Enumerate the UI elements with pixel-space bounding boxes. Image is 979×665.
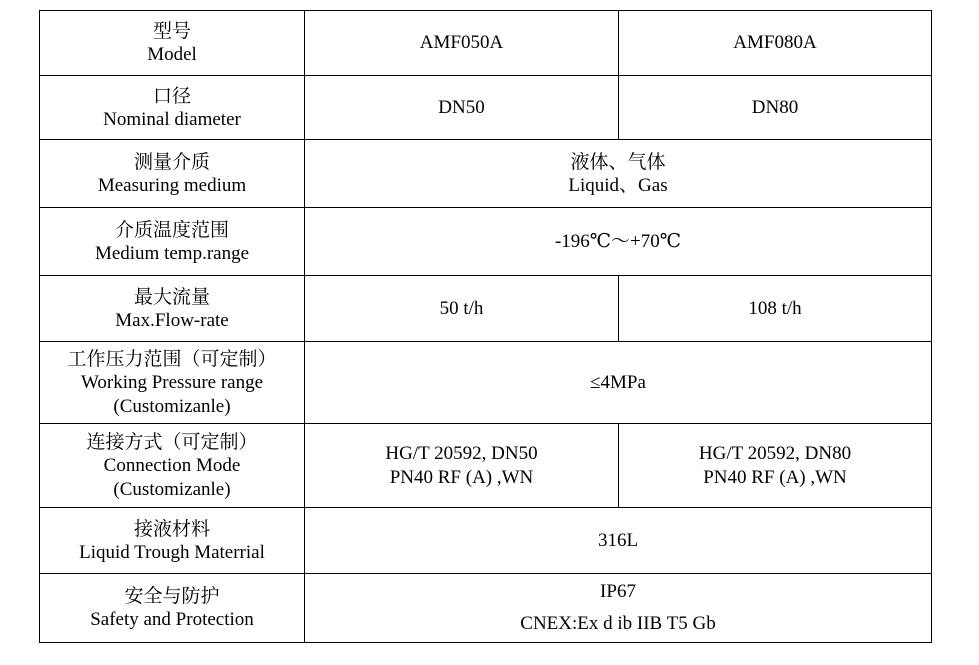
label-zh: 口径 bbox=[152, 84, 191, 107]
line-gap bbox=[309, 604, 927, 612]
label-en-note: (Customizanle) bbox=[113, 395, 231, 417]
label-zh: 最大流量 bbox=[133, 285, 210, 308]
row-max-flow-rate bbox=[40, 276, 932, 342]
label-zh: 安全与防护 bbox=[124, 585, 220, 607]
label-cell bbox=[40, 508, 305, 574]
label-en: Nominal diameter bbox=[103, 108, 241, 130]
label-cell bbox=[40, 574, 305, 643]
value-line-1: HG/T 20592, DN50 bbox=[385, 442, 538, 464]
row-liquid-trough-material bbox=[40, 508, 932, 574]
label-zh: 连接方式（可定制） bbox=[86, 430, 258, 453]
label-en: Connection Mode bbox=[103, 454, 241, 476]
label-en: Model bbox=[147, 44, 197, 65]
value-line-2: PN40 RF (A) ,WN bbox=[703, 466, 847, 488]
value-line-1: HG/T 20592, DN80 bbox=[698, 442, 852, 464]
value-line-2: CNEX:Ex d ib IIB T5 Gb bbox=[520, 613, 716, 634]
value-cell-2: 108 t/h bbox=[619, 276, 932, 342]
value-cell-1 bbox=[305, 424, 619, 508]
row-safety-protection bbox=[40, 574, 932, 643]
label-zh: 工作压力范围（可定制） bbox=[67, 347, 277, 370]
label-cell bbox=[40, 424, 305, 508]
merged-value-cell bbox=[305, 140, 932, 208]
label-cell bbox=[40, 208, 305, 276]
row-connection-mode bbox=[40, 424, 932, 508]
label-en: Medium temp.range bbox=[94, 242, 250, 264]
label-zh: 接液材料 bbox=[133, 517, 210, 540]
label-zh: 介质温度范围 bbox=[114, 218, 229, 241]
value-cell-2: DN80 bbox=[619, 76, 932, 140]
value-line-1: IP67 bbox=[600, 581, 636, 602]
value-zh: 液体、气体 bbox=[570, 150, 666, 173]
value-cell-1: 50 t/h bbox=[305, 276, 619, 342]
merged-value-cell bbox=[305, 574, 932, 643]
label-cell bbox=[40, 342, 305, 424]
label-en: Max.Flow-rate bbox=[115, 309, 229, 331]
value-cell-1: AMF050A bbox=[305, 11, 619, 76]
label-cell bbox=[40, 140, 305, 208]
label-cell bbox=[40, 11, 305, 76]
row-working-pressure bbox=[40, 342, 932, 424]
label-zh: 测量介质 bbox=[133, 150, 210, 173]
row-medium-temp-range bbox=[40, 208, 932, 276]
label-zh: 型号 bbox=[152, 20, 191, 42]
value-cell-2 bbox=[619, 424, 932, 508]
row-nominal-diameter bbox=[40, 76, 932, 140]
value-cell-1: DN50 bbox=[305, 76, 619, 140]
merged-value-cell: 316L bbox=[305, 508, 932, 574]
label-en: Working Pressure range bbox=[80, 371, 264, 393]
value-cell-2: AMF080A bbox=[619, 11, 932, 76]
label-en: Safety and Protection bbox=[90, 609, 254, 630]
merged-value-cell: -196℃～+70℃ bbox=[305, 208, 932, 276]
label-en-note: (Customizanle) bbox=[113, 478, 231, 500]
merged-value-cell: ≤4MPa bbox=[305, 342, 932, 424]
label-cell bbox=[40, 276, 305, 342]
label-en: Measuring medium bbox=[97, 174, 247, 196]
value-en: Liquid、Gas bbox=[568, 174, 668, 196]
label-cell bbox=[40, 76, 305, 140]
label-en: Liquid Trough Materrial bbox=[79, 541, 265, 563]
row-measuring-medium bbox=[40, 140, 932, 208]
value-line-2: PN40 RF (A) ,WN bbox=[389, 466, 534, 488]
row-model bbox=[40, 11, 932, 76]
spec-table bbox=[39, 10, 932, 643]
